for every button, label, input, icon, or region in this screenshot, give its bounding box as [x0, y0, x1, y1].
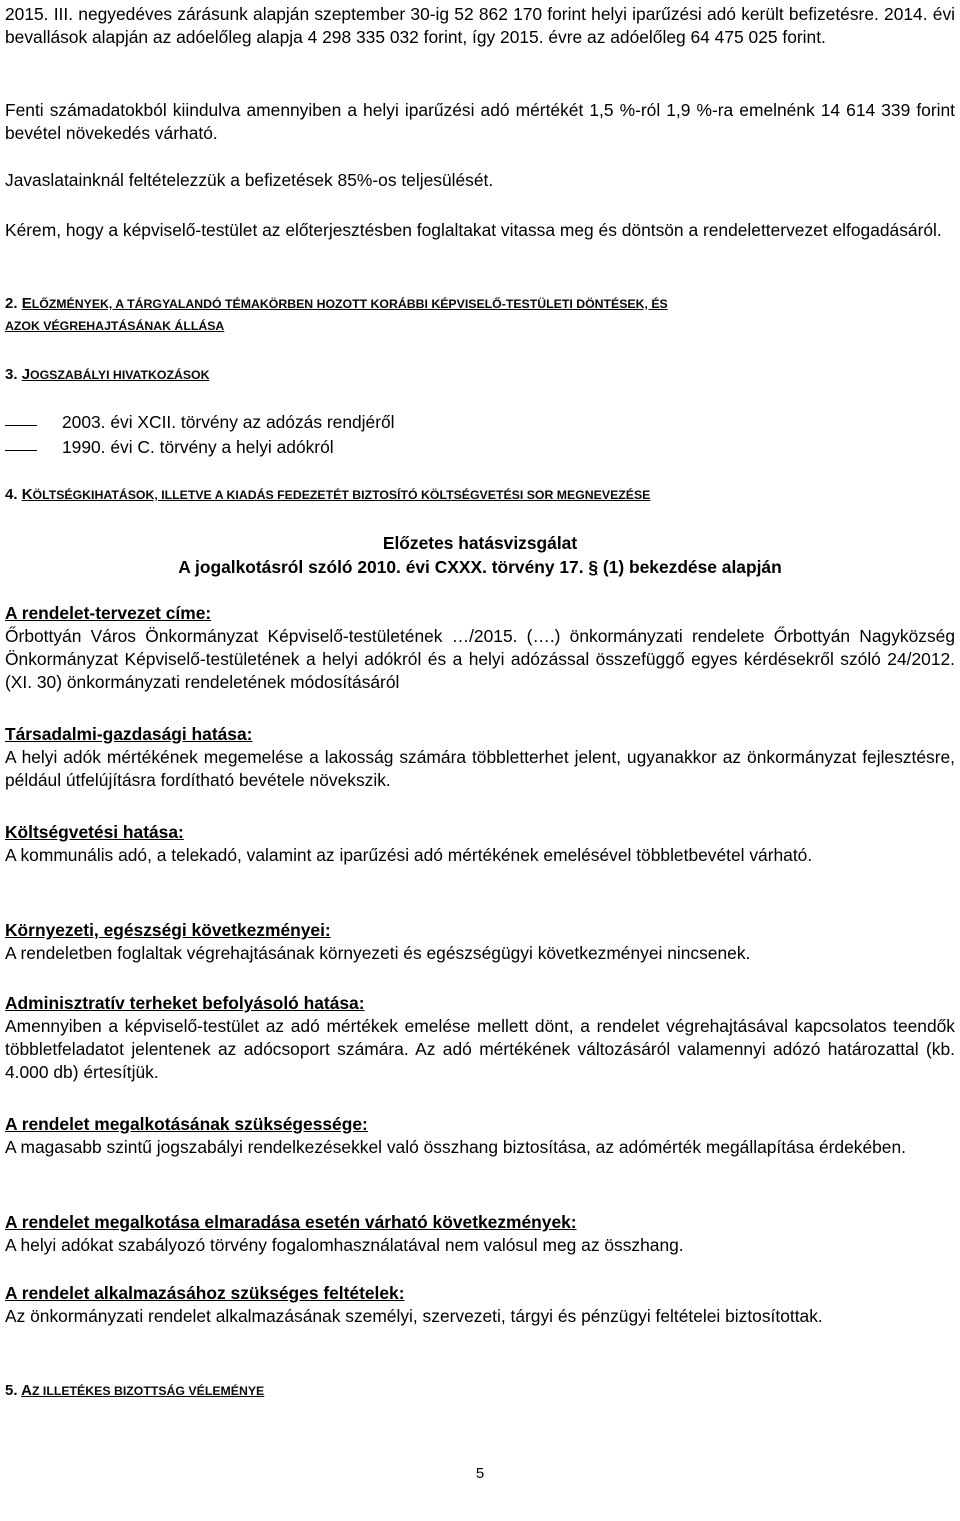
list-item: 1990. évi C. törvény a helyi adókról — [62, 437, 334, 457]
assessment-subtitle: A jogalkotásról szóló 2010. évi CXXX. törvény 17. § (1) bekezdése alapján — [178, 557, 782, 577]
block-kornyezeti: Környezeti, egészségi következményei: A rendeletben foglaltak végrehajtásának környezeti és egészségügyi következményei nincsenek. — [5, 920, 751, 963]
block-szuksegesseg: A rendelet megalkotásának szükségessége: A magasabb szintű jogszabályi rendelkezésekkel való összhang biztosítása, az adómérték megállapítása érdekében. — [5, 1114, 906, 1157]
block-tarsadalmi-gazdasagi: Társadalmi-gazdasági hatása: A helyi adók mértékének megemelése a lakosság számára többletterhet jelent, ugyanakkor az önkormányzat fejlesztésre, például útfelújításra fordítható bevétele növekszik. — [5, 724, 955, 790]
paragraph-kerem: Kérem, hogy a képviselő-testület az előterjesztésben foglaltakat vitassa meg és döntsön a rendelettervezet elfogadásáról. — [5, 220, 942, 240]
block-rendelet-cime: A rendelet-tervezet címe: Őrbottyán Város Önkormányzat Képviselő-testületének …/2015. (….) önkormányzati rendelete Őrbottyán Nagyközség Önkormányzat Képviselő-testületének a helyi adókról és a helyi adózással összefüggő egyes kérdésekről szóló 24/2012. (XI. 30) önkormányzati rendeletének módosításáról — [5, 603, 955, 692]
page-number: 5 — [475, 1465, 485, 1482]
section-4-heading: 4. KÖLTSÉGKIHATÁSOK, ILLETVE A KIADÁS FEDEZETÉT BIZTOSÍTÓ KÖLTSÉGVETÉSI SOR MEGNEVEZÉSE — [5, 486, 651, 503]
paragraph-szamadatok: Fenti számadatokból kiindulva amennyiben a helyi iparűzési adó mértékét 1,5 %-ról 1,9 %-ra emelnénk 14 614 339 forint bevétel növekedés várható. — [5, 100, 955, 143]
assessment-title: Előzetes hatásvizsgálat — [382, 533, 578, 553]
list-dash — [5, 450, 37, 451]
block-adminisztrativ: Adminisztratív terheket befolyásoló hatása: Amennyiben a képviselő-testület az adó mértékek emelése mellett dönt, a rendelet végrehajtásával kapcsolatos teendők többletfeladatot jelentenek az adócsoport számára. Az adó mértékének változásáról valamennyi adózó határozattal (kb. 4.000 db) értesítjük. — [5, 993, 955, 1082]
block-koltsegvetesi: Költségvetési hatása: A kommunális adó, a telekadó, valamint az iparűzési adó mértékének emelésével többletbevétel várható. — [5, 822, 813, 865]
paragraph-iparuzesi-ado: 2015. III. negyedéves zárásunk alapján szeptember 30-ig 52 862 170 forint helyi iparűzési adó került befizetésre. 2014. évi bevallások alapján az adóelőleg alapja 4 298 335 032 forint, így 2015. évre az adóelőleg 64 475 025 forint. — [5, 4, 955, 47]
list-dash — [5, 425, 37, 426]
section-3-heading: 3. JOGSZABÁLYI HIVATKOZÁSOK — [5, 366, 210, 383]
block-feltetelek: A rendelet alkalmazásához szükséges feltételek: Az önkormányzati rendelet alkalmazásának személyi, szervezeti, tárgyi és pénzügyi feltételei biztosítottak. — [5, 1283, 823, 1326]
list-item: 2003. évi XCII. törvény az adózás rendjéről — [62, 412, 395, 432]
paragraph-javaslatok: Javaslatainknál feltételezzük a befizetések 85%-os teljesülését. — [5, 170, 494, 190]
block-elmaradas: A rendelet megalkotása elmaradása esetén várható következmények: A helyi adókat szabályozó törvény fogalomhasználatával nem valósul meg az összhang. — [5, 1212, 684, 1255]
section-5-heading: 5. AZ ILLETÉKES BIZOTTSÁG VÉLEMÉNYE — [5, 1382, 265, 1399]
section-2-heading: 2. ELŐZMÉNYEK, A TÁRGYALANDÓ TÉMAKÖRBEN HOZOTT KORÁBBI KÉPVISELŐ-TESTÜLETI DÖNTÉSEK, ÉS AZOK VÉGREHAJTÁSÁNAK ÁLLÁSA — [5, 295, 668, 333]
